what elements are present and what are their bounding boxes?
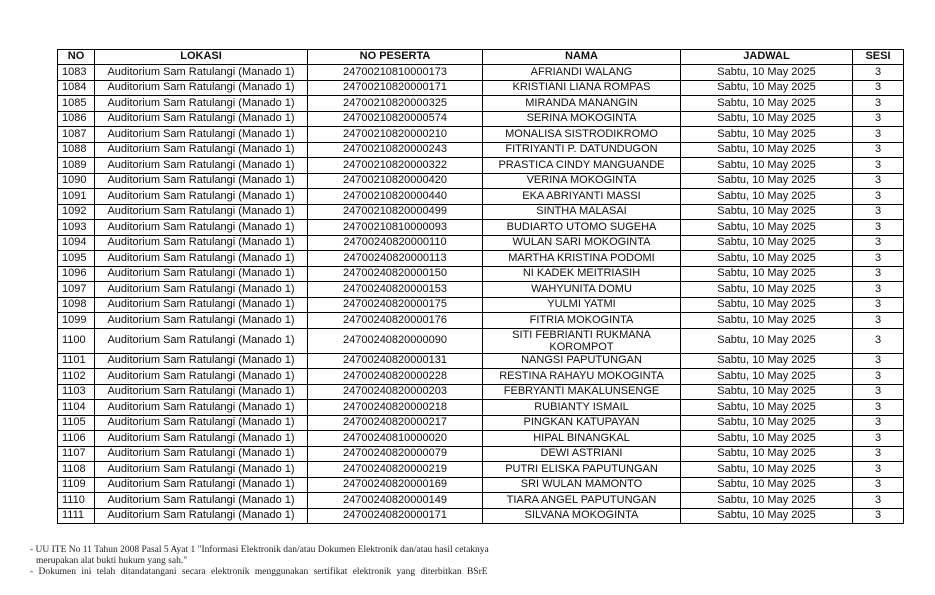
cell-nama: DEWI ASTRIANI <box>483 446 681 462</box>
cell-lokasi: Auditorium Sam Ratulangi (Manado 1) <box>95 462 308 478</box>
cell-no-peserta: 24700210810000093 <box>308 220 483 236</box>
cell-jadwal: Sabtu, 10 May 2025 <box>681 282 853 298</box>
cell-no: 1088 <box>58 142 95 158</box>
table-row <box>58 111 904 127</box>
cell-lokasi: Auditorium Sam Ratulangi (Manado 1) <box>95 400 308 416</box>
cell-sesi: 3 <box>853 80 904 96</box>
header-jadwal: JADWAL <box>681 50 853 65</box>
cell-nama: PINGKAN KATUPAYAN <box>483 415 681 431</box>
cell-jadwal: Sabtu, 10 May 2025 <box>681 189 853 205</box>
cell-sesi: 3 <box>853 173 904 189</box>
cell-lokasi: Auditorium Sam Ratulangi (Manado 1) <box>95 65 308 81</box>
table-row <box>58 282 904 298</box>
cell-no: 1105 <box>58 415 95 431</box>
table-row <box>58 220 904 236</box>
cell-no: 1095 <box>58 251 95 267</box>
table-row <box>58 369 904 385</box>
cell-sesi: 3 <box>853 462 904 478</box>
cell-nama: BUDIARTO UTOMO SUGEHA <box>483 220 681 236</box>
cell-sesi: 3 <box>853 158 904 174</box>
table-row <box>58 508 904 524</box>
cell-sesi: 3 <box>853 266 904 282</box>
cell-lokasi: Auditorium Sam Ratulangi (Manado 1) <box>95 297 308 313</box>
cell-lokasi: Auditorium Sam Ratulangi (Manado 1) <box>95 204 308 220</box>
cell-lokasi: Auditorium Sam Ratulangi (Manado 1) <box>95 415 308 431</box>
cell-sesi: 3 <box>853 235 904 251</box>
cell-no-peserta: 24700240820000219 <box>308 462 483 478</box>
cell-no: 1101 <box>58 353 95 369</box>
cell-nama: KRISTIANI LIANA ROMPAS <box>483 80 681 96</box>
table-row <box>58 462 904 478</box>
cell-no-peserta: 24700240820000169 <box>308 477 483 493</box>
cell-nama: MIRANDA MANANGIN <box>483 96 681 112</box>
cell-no-peserta: 24700240820000228 <box>308 369 483 385</box>
header-no: NO <box>58 50 95 65</box>
cell-jadwal: Sabtu, 10 May 2025 <box>681 400 853 416</box>
table-header-row <box>58 50 904 65</box>
cell-sesi: 3 <box>853 189 904 205</box>
cell-jadwal: Sabtu, 10 May 2025 <box>681 204 853 220</box>
cell-sesi: 3 <box>853 282 904 298</box>
cell-sesi: 3 <box>853 384 904 400</box>
table-row <box>58 431 904 447</box>
cell-sesi: 3 <box>853 369 904 385</box>
cell-lokasi: Auditorium Sam Ratulangi (Manado 1) <box>95 508 308 524</box>
cell-lokasi: Auditorium Sam Ratulangi (Manado 1) <box>95 493 308 509</box>
cell-lokasi: Auditorium Sam Ratulangi (Manado 1) <box>95 127 308 143</box>
cell-lokasi: Auditorium Sam Ratulangi (Manado 1) <box>95 96 308 112</box>
cell-no-peserta: 24700210820000499 <box>308 204 483 220</box>
cell-jadwal: Sabtu, 10 May 2025 <box>681 173 853 189</box>
cell-nama: RUBIANTY ISMAIL <box>483 400 681 416</box>
cell-nama: MONALISA SISTRODIKROMO <box>483 127 681 143</box>
cell-no: 1092 <box>58 204 95 220</box>
cell-no: 1085 <box>58 96 95 112</box>
cell-no: 1086 <box>58 111 95 127</box>
cell-no: 1089 <box>58 158 95 174</box>
cell-no: 1098 <box>58 297 95 313</box>
cell-jadwal: Sabtu, 10 May 2025 <box>681 251 853 267</box>
cell-jadwal: Sabtu, 10 May 2025 <box>681 220 853 236</box>
cell-sesi: 3 <box>853 400 904 416</box>
cell-no-peserta: 24700240810000020 <box>308 431 483 447</box>
table-row <box>58 328 904 353</box>
table-row <box>58 142 904 158</box>
cell-sesi: 3 <box>853 127 904 143</box>
table-row <box>58 266 904 282</box>
note-electronic-signature: - Dokumen ini telah ditandatangani secara elektronik menggunakan sertifikat elektronik yang diterbitkan BSrE <box>30 567 488 577</box>
header-nama: NAMA <box>483 50 681 65</box>
cell-no: 1109 <box>58 477 95 493</box>
cell-no-peserta: 24700210820000322 <box>308 158 483 174</box>
cell-no-peserta: 24700240820000113 <box>308 251 483 267</box>
cell-lokasi: Auditorium Sam Ratulangi (Manado 1) <box>95 111 308 127</box>
cell-nama: MARTHA KRISTINA PODOMI <box>483 251 681 267</box>
cell-no-peserta: 24700210820000420 <box>308 173 483 189</box>
cell-jadwal: Sabtu, 10 May 2025 <box>681 353 853 369</box>
cell-sesi: 3 <box>853 493 904 509</box>
cell-nama: FEBRYANTI MAKALUNSENGE <box>483 384 681 400</box>
cell-sesi: 3 <box>853 96 904 112</box>
cell-nama: WULAN SARI MOKOGINTA <box>483 235 681 251</box>
cell-lokasi: Auditorium Sam Ratulangi (Manado 1) <box>95 313 308 329</box>
cell-sesi: 3 <box>853 446 904 462</box>
table-row <box>58 80 904 96</box>
cell-nama: PRASTICA CINDY MANGUANDE <box>483 158 681 174</box>
cell-sesi: 3 <box>853 508 904 524</box>
cell-no: 1099 <box>58 313 95 329</box>
cell-no: 1093 <box>58 220 95 236</box>
cell-no: 1083 <box>58 65 95 81</box>
cell-no: 1094 <box>58 235 95 251</box>
cell-no-peserta: 24700240820000217 <box>308 415 483 431</box>
cell-no-peserta: 24700210820000171 <box>308 80 483 96</box>
cell-lokasi: Auditorium Sam Ratulangi (Manado 1) <box>95 158 308 174</box>
cell-nama: AFRIANDI WALANG <box>483 65 681 81</box>
cell-sesi: 3 <box>853 142 904 158</box>
cell-no-peserta: 24700240820000090 <box>308 328 483 353</box>
cell-no-peserta: 24700240820000149 <box>308 493 483 509</box>
cell-lokasi: Auditorium Sam Ratulangi (Manado 1) <box>95 80 308 96</box>
cell-sesi: 3 <box>853 65 904 81</box>
cell-lokasi: Auditorium Sam Ratulangi (Manado 1) <box>95 446 308 462</box>
table-row <box>58 158 904 174</box>
cell-sesi: 3 <box>853 251 904 267</box>
table-row <box>58 353 904 369</box>
cell-jadwal: Sabtu, 10 May 2025 <box>681 80 853 96</box>
cell-jadwal: Sabtu, 10 May 2025 <box>681 127 853 143</box>
table-row <box>58 235 904 251</box>
cell-no: 1108 <box>58 462 95 478</box>
cell-jadwal: Sabtu, 10 May 2025 <box>681 313 853 329</box>
cell-no: 1096 <box>58 266 95 282</box>
cell-jadwal: Sabtu, 10 May 2025 <box>681 493 853 509</box>
cell-jadwal: Sabtu, 10 May 2025 <box>681 415 853 431</box>
cell-no-peserta: 24700210810000173 <box>308 65 483 81</box>
cell-no: 1106 <box>58 431 95 447</box>
cell-no-peserta: 24700240820000176 <box>308 313 483 329</box>
cell-jadwal: Sabtu, 10 May 2025 <box>681 431 853 447</box>
cell-sesi: 3 <box>853 353 904 369</box>
cell-jadwal: Sabtu, 10 May 2025 <box>681 462 853 478</box>
cell-lokasi: Auditorium Sam Ratulangi (Manado 1) <box>95 282 308 298</box>
legal-notes <box>30 545 550 578</box>
cell-no-peserta: 24700240820000153 <box>308 282 483 298</box>
cell-no-peserta: 24700240820000150 <box>308 266 483 282</box>
cell-lokasi: Auditorium Sam Ratulangi (Manado 1) <box>95 328 308 353</box>
cell-lokasi: Auditorium Sam Ratulangi (Manado 1) <box>95 173 308 189</box>
cell-nama: VERINA MOKOGINTA <box>483 173 681 189</box>
cell-no: 1091 <box>58 189 95 205</box>
cell-no-peserta: 24700240820000175 <box>308 297 483 313</box>
cell-no: 1100 <box>58 328 95 353</box>
cell-no: 1110 <box>58 493 95 509</box>
cell-lokasi: Auditorium Sam Ratulangi (Manado 1) <box>95 235 308 251</box>
table-row <box>58 127 904 143</box>
cell-jadwal: Sabtu, 10 May 2025 <box>681 328 853 353</box>
cell-nama: PUTRI ELISKA PAPUTUNGAN <box>483 462 681 478</box>
cell-sesi: 3 <box>853 431 904 447</box>
cell-nama: EKA ABRIYANTI MASSI <box>483 189 681 205</box>
table-row <box>58 384 904 400</box>
cell-nama: FITRIYANTI P. DATUNDUGON <box>483 142 681 158</box>
cell-nama: HIPAL BINANGKAL <box>483 431 681 447</box>
cell-sesi: 3 <box>853 415 904 431</box>
cell-no-peserta: 24700210820000210 <box>308 127 483 143</box>
cell-jadwal: Sabtu, 10 May 2025 <box>681 477 853 493</box>
cell-jadwal: Sabtu, 10 May 2025 <box>681 266 853 282</box>
cell-no-peserta: 24700240820000110 <box>308 235 483 251</box>
cell-jadwal: Sabtu, 10 May 2025 <box>681 65 853 81</box>
cell-lokasi: Auditorium Sam Ratulangi (Manado 1) <box>95 477 308 493</box>
table-row <box>58 173 904 189</box>
cell-nama: YULMI YATMI <box>483 297 681 313</box>
cell-no-peserta: 24700210820000574 <box>308 111 483 127</box>
table-row <box>58 65 904 81</box>
cell-lokasi: Auditorium Sam Ratulangi (Manado 1) <box>95 369 308 385</box>
table-row <box>58 204 904 220</box>
cell-nama: SILVANA MOKOGINTA <box>483 508 681 524</box>
cell-lokasi: Auditorium Sam Ratulangi (Manado 1) <box>95 142 308 158</box>
table-row <box>58 189 904 205</box>
cell-sesi: 3 <box>853 297 904 313</box>
table-row <box>58 446 904 462</box>
cell-no: 1087 <box>58 127 95 143</box>
cell-nama: RESTINA RAHAYU MOKOGINTA <box>483 369 681 385</box>
table-row <box>58 297 904 313</box>
cell-lokasi: Auditorium Sam Ratulangi (Manado 1) <box>95 251 308 267</box>
cell-jadwal: Sabtu, 10 May 2025 <box>681 158 853 174</box>
cell-jadwal: Sabtu, 10 May 2025 <box>681 235 853 251</box>
cell-nama: SINTHA MALASAI <box>483 204 681 220</box>
cell-sesi: 3 <box>853 313 904 329</box>
cell-no: 1102 <box>58 369 95 385</box>
cell-jadwal: Sabtu, 10 May 2025 <box>681 508 853 524</box>
cell-lokasi: Auditorium Sam Ratulangi (Manado 1) <box>95 189 308 205</box>
table-row <box>58 251 904 267</box>
cell-no-peserta: 24700240820000171 <box>308 508 483 524</box>
cell-jadwal: Sabtu, 10 May 2025 <box>681 297 853 313</box>
cell-no: 1107 <box>58 446 95 462</box>
cell-nama: WAHYUNITA DOMU <box>483 282 681 298</box>
table-row <box>58 493 904 509</box>
cell-nama: NANGSI PAPUTUNGAN <box>483 353 681 369</box>
cell-lokasi: Auditorium Sam Ratulangi (Manado 1) <box>95 353 308 369</box>
cell-no-peserta: 24700240820000218 <box>308 400 483 416</box>
cell-sesi: 3 <box>853 328 904 353</box>
cell-lokasi: Auditorium Sam Ratulangi (Manado 1) <box>95 220 308 236</box>
cell-nama: FITRIA MOKOGINTA <box>483 313 681 329</box>
cell-jadwal: Sabtu, 10 May 2025 <box>681 384 853 400</box>
cell-no-peserta: 24700240820000203 <box>308 384 483 400</box>
table-row <box>58 415 904 431</box>
cell-nama: NI KADEK MEITRIASIH <box>483 266 681 282</box>
header-no-peserta: NO PESERTA <box>308 50 483 65</box>
note-ite-law-continued: merupakan alat bukti hukum yang sah." <box>36 556 188 566</box>
cell-jadwal: Sabtu, 10 May 2025 <box>681 142 853 158</box>
cell-no: 1104 <box>58 400 95 416</box>
cell-no: 1097 <box>58 282 95 298</box>
cell-no: 1111 <box>58 508 95 524</box>
table-body <box>58 65 904 524</box>
cell-nama: TIARA ANGEL PAPUTUNGAN <box>483 493 681 509</box>
cell-nama: SITI FEBRIANTI RUKMANA KOROMPOT <box>483 328 681 353</box>
cell-no-peserta: 24700210820000243 <box>308 142 483 158</box>
cell-jadwal: Sabtu, 10 May 2025 <box>681 446 853 462</box>
note-ite-law: - UU ITE No 11 Tahun 2008 Pasal 5 Ayat 1 "Informasi Elektronik dan/atau Dokumen Elektronik dan/atau hasil cetaknya <box>30 545 489 555</box>
cell-lokasi: Auditorium Sam Ratulangi (Manado 1) <box>95 384 308 400</box>
cell-no: 1084 <box>58 80 95 96</box>
cell-jadwal: Sabtu, 10 May 2025 <box>681 96 853 112</box>
cell-no-peserta: 24700240820000131 <box>308 353 483 369</box>
cell-nama: SRI WULAN MAMONTO <box>483 477 681 493</box>
header-lokasi: LOKASI <box>95 50 308 65</box>
cell-jadwal: Sabtu, 10 May 2025 <box>681 369 853 385</box>
cell-sesi: 3 <box>853 220 904 236</box>
cell-no-peserta: 24700210820000325 <box>308 96 483 112</box>
table-row <box>58 96 904 112</box>
cell-jadwal: Sabtu, 10 May 2025 <box>681 111 853 127</box>
cell-lokasi: Auditorium Sam Ratulangi (Manado 1) <box>95 266 308 282</box>
cell-sesi: 3 <box>853 477 904 493</box>
table-row <box>58 400 904 416</box>
header-sesi: SESI <box>853 50 904 65</box>
cell-no-peserta: 24700210820000440 <box>308 189 483 205</box>
table-row <box>58 313 904 329</box>
cell-no: 1103 <box>58 384 95 400</box>
cell-sesi: 3 <box>853 111 904 127</box>
cell-nama: SERINA MOKOGINTA <box>483 111 681 127</box>
participant-table <box>57 49 904 524</box>
cell-lokasi: Auditorium Sam Ratulangi (Manado 1) <box>95 431 308 447</box>
cell-sesi: 3 <box>853 204 904 220</box>
table-row <box>58 477 904 493</box>
cell-no-peserta: 24700240820000079 <box>308 446 483 462</box>
cell-no: 1090 <box>58 173 95 189</box>
